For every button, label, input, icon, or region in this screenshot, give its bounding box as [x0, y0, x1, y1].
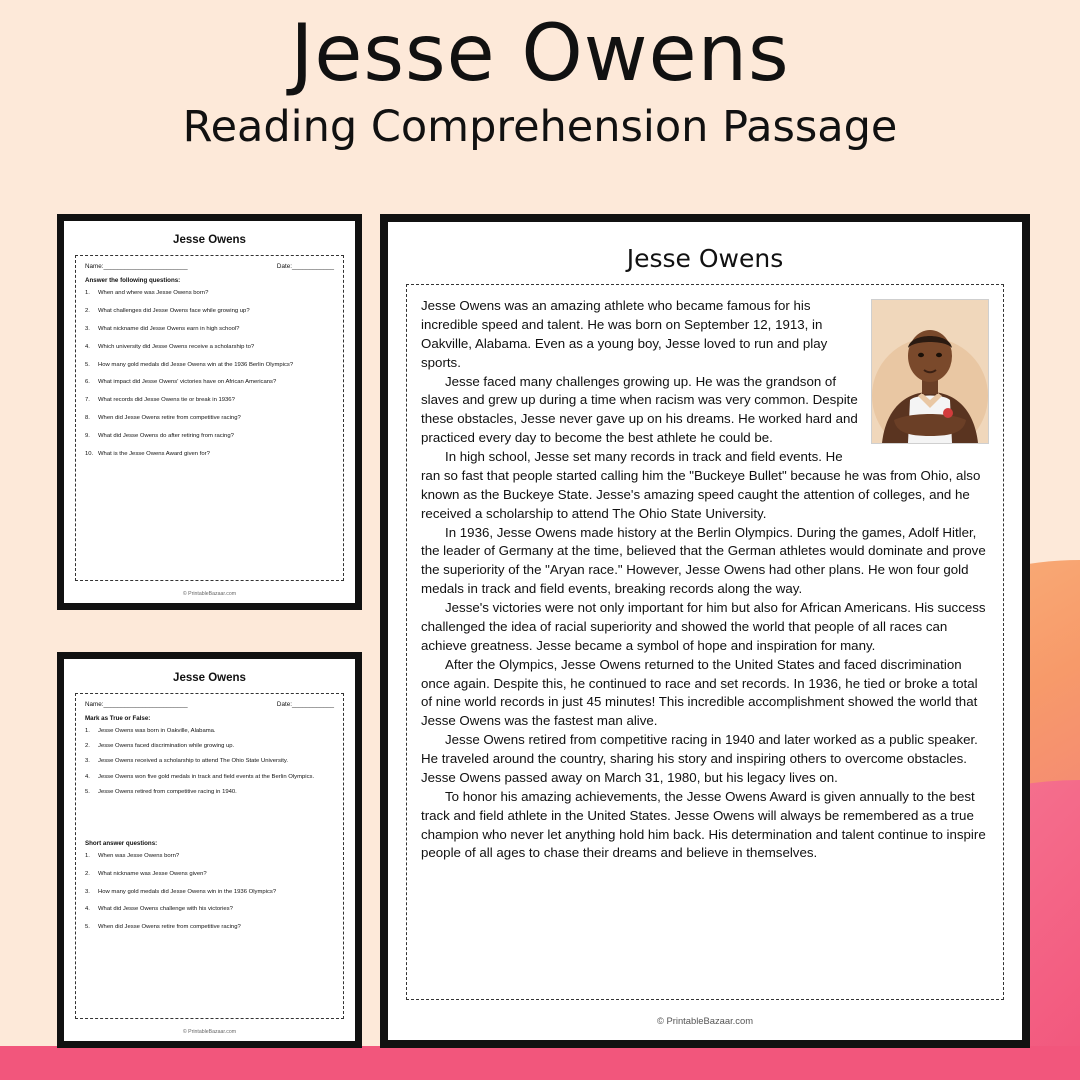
- athlete-portrait-icon: [871, 299, 989, 444]
- item-number: 1.: [85, 728, 90, 734]
- poster-header: [0, 9, 1080, 152]
- name-field-label[interactable]: Name:________________________: [85, 263, 188, 270]
- passage-credit: © PrintableBazaar.com: [656, 1015, 753, 1026]
- worksheet-credit: © PrintableBazaar.com: [182, 591, 237, 597]
- item-number: 5.: [85, 788, 90, 795]
- passage-paragraph: After the Olympics, Jesse Owens returned to the United States and faced discrimination once again. Despite this, he continued to race and set records. In 1936, he tied or broke a total of nine world records in just 45 minutes! This incredible accomplishment showed the world that Jesse Owens was the fastest man alive.: [421, 656, 978, 729]
- item-text: When did Jesse Owens retire from competitive racing?: [98, 415, 241, 422]
- passage-paragraph: Jesse Owens retired from competitive racing in 1940 and later worked as a public speaker. He traveled around the country, sharing his story and inspiring others to overcome obstacles. Jesse Owens passed away on March 31, 1980, but his legacy lives on.: [421, 732, 978, 785]
- truefalse-instruction-label: Mark as True or False:: [85, 715, 151, 722]
- page-subtitle: Reading Comprehension Passage: [182, 101, 898, 152]
- decorative-pink-strip: [0, 1046, 1080, 1080]
- page-title: Jesse Owens: [290, 9, 790, 99]
- item-text: What nickname was Jesse Owens given?: [98, 870, 207, 877]
- item-text: How many gold medals did Jesse Owens win in the 1936 Olympics?: [98, 888, 277, 895]
- item-text: When was Jesse Owens born?: [98, 852, 180, 859]
- date-field-label[interactable]: Date:____________: [276, 263, 334, 270]
- list-item: [85, 344, 334, 351]
- list-item: [85, 397, 334, 404]
- worksheet-title: Jesse Owens: [173, 234, 246, 246]
- item-number: 8.: [85, 415, 90, 422]
- item-number: 3.: [85, 758, 90, 765]
- item-number: 4.: [85, 773, 90, 780]
- worksheet-title: Jesse Owens: [173, 672, 246, 684]
- list-item: [85, 853, 334, 860]
- item-text: What challenges did Jesse Owens face while growing up?: [98, 307, 250, 314]
- name-field-label[interactable]: Name:________________________: [85, 701, 188, 708]
- date-field-label[interactable]: Date:____________: [276, 701, 334, 708]
- list-item: [85, 871, 334, 878]
- item-text: Jesse Owens retired from competitive racing in 1940.: [98, 788, 237, 795]
- list-item: [85, 743, 334, 751]
- item-text: Jesse Owens faced discrimination while growing up.: [98, 743, 235, 750]
- item-text: What did Jesse Owens challenge with his victories?: [98, 906, 233, 913]
- list-item: [85, 789, 334, 797]
- list-item: [85, 290, 334, 297]
- instruction-label: Answer the following questions:: [85, 277, 181, 284]
- list-item: [85, 728, 334, 736]
- item-number: 2.: [85, 870, 90, 877]
- item-number: 2.: [85, 307, 90, 314]
- worksheet-content-box: [75, 255, 344, 581]
- passage-paragraph: To honor his amazing achievements, the Jesse Owens Award is given annually to the best track and field athlete in the United States. Jesse Owens will always be remembered as a true champion who never let anything hold him back. His determination and talent continue to inspire people of all ages to chase their dreams and believe in themselves.: [421, 788, 986, 861]
- worksheet-preview-truefalse[interactable]: [57, 652, 362, 1048]
- list-item: [85, 362, 334, 369]
- worksheet-credit: © PrintableBazaar.com: [182, 1029, 237, 1035]
- passage-page-preview[interactable]: [380, 214, 1030, 1048]
- item-text: What impact did Jesse Owens' victories have on African Americans?: [98, 379, 277, 386]
- name-date-row: [85, 701, 334, 708]
- item-text: Jesse Owens was born in Oakville, Alabama.: [98, 728, 216, 734]
- list-item: [85, 924, 334, 931]
- item-number: 5.: [85, 361, 90, 368]
- shortanswer-instruction-label: Short answer questions:: [85, 839, 158, 847]
- item-number: 2.: [85, 743, 90, 750]
- passage-paragraph: Jesse's victories were not only important for him but also for African Americans. His success challenged the idea of racial superiority and showed the world that people of all races can achieve greatness. Jesse became a symbol of hope and inspiration for many.: [421, 600, 986, 653]
- item-text: Jesse Owens received a scholarship to attend The Ohio State University.: [98, 758, 289, 765]
- name-date-row: [85, 263, 334, 270]
- passage-content-box: [406, 284, 1004, 1000]
- list-item: [85, 889, 334, 896]
- list-item: [85, 774, 334, 782]
- item-text: Which university did Jesse Owens receive a scholarship to?: [98, 343, 255, 350]
- passage-title: Jesse Owens: [626, 244, 784, 273]
- passage-paragraph: Jesse faced many challenges growing up. He was the grandson of slaves and grew up during a time when racism was very common. Despite these obstacles, Jesse never gave up on his dreams. He worked hard and practiced every day to become the best athlete he could be.: [421, 373, 858, 446]
- item-text: Jesse Owens won five gold medals in track and field events at the Berlin Olympics.: [98, 773, 315, 780]
- item-number: 1.: [85, 290, 90, 296]
- item-number: 4.: [85, 906, 90, 913]
- item-number: 4.: [85, 343, 90, 350]
- item-text: What records did Jesse Owens tie or break in 1936?: [98, 397, 235, 404]
- passage-paragraph: Jesse Owens was an amazing athlete who became famous for his incredible speed and talent. He was born on September 12, 1913, in Oakville, Alabama. Even as a young boy, Jesse loved to run and play sports.: [421, 298, 828, 370]
- list-item: [85, 308, 334, 315]
- list-item: [85, 379, 334, 386]
- item-number: 7.: [85, 397, 90, 404]
- item-number: 5.: [85, 924, 90, 931]
- list-item: [85, 758, 334, 766]
- section-spacer: [85, 804, 334, 838]
- item-text: What nickname did Jesse Owens earn in high school?: [98, 325, 240, 332]
- worksheet-content-box: [75, 693, 344, 1019]
- item-text: What is the Jesse Owens Award given for?: [98, 450, 210, 457]
- list-item: [85, 451, 334, 458]
- passage-paragraph: In high school, Jesse set many records in track and field events. He ran so fast that people started calling him the "Buckeye Bullet" because he was from Ohio, also known as the Buckeye State. Jesse's amazing speed caught the attention of colleges, and he received a scholarship to attend The Ohio State University.: [421, 449, 981, 521]
- item-text: When and where was Jesse Owens born?: [98, 290, 209, 296]
- item-number: 6.: [85, 379, 90, 386]
- passage-paragraph: In 1936, Jesse Owens made history at the Berlin Olympics. During the games, Adolf Hitler, the leader of Germany at the time, believed that the German athletes would dominate and prove the superiority of the "Aryan race." However, Jesse Owens had other plans. He won four gold medals in track and field events, breaking records along the way.: [421, 524, 986, 597]
- item-number: 1.: [85, 852, 90, 859]
- item-number: 3.: [85, 888, 90, 895]
- item-number: 3.: [85, 325, 90, 332]
- list-item: [85, 906, 334, 913]
- item-number: 10.: [85, 450, 94, 457]
- item-text: What did Jesse Owens do after retiring from racing?: [98, 433, 234, 439]
- list-item: [85, 415, 334, 422]
- item-text: When did Jesse Owens retire from competitive racing?: [98, 924, 241, 931]
- item-text: How many gold medals did Jesse Owens win at the 1936 Berlin Olympics?: [98, 361, 294, 368]
- list-item: [85, 433, 334, 440]
- worksheet-preview-questions[interactable]: [57, 214, 362, 610]
- item-number: 9.: [85, 433, 90, 439]
- portrait-illustration: [872, 300, 988, 443]
- list-item: [85, 326, 334, 333]
